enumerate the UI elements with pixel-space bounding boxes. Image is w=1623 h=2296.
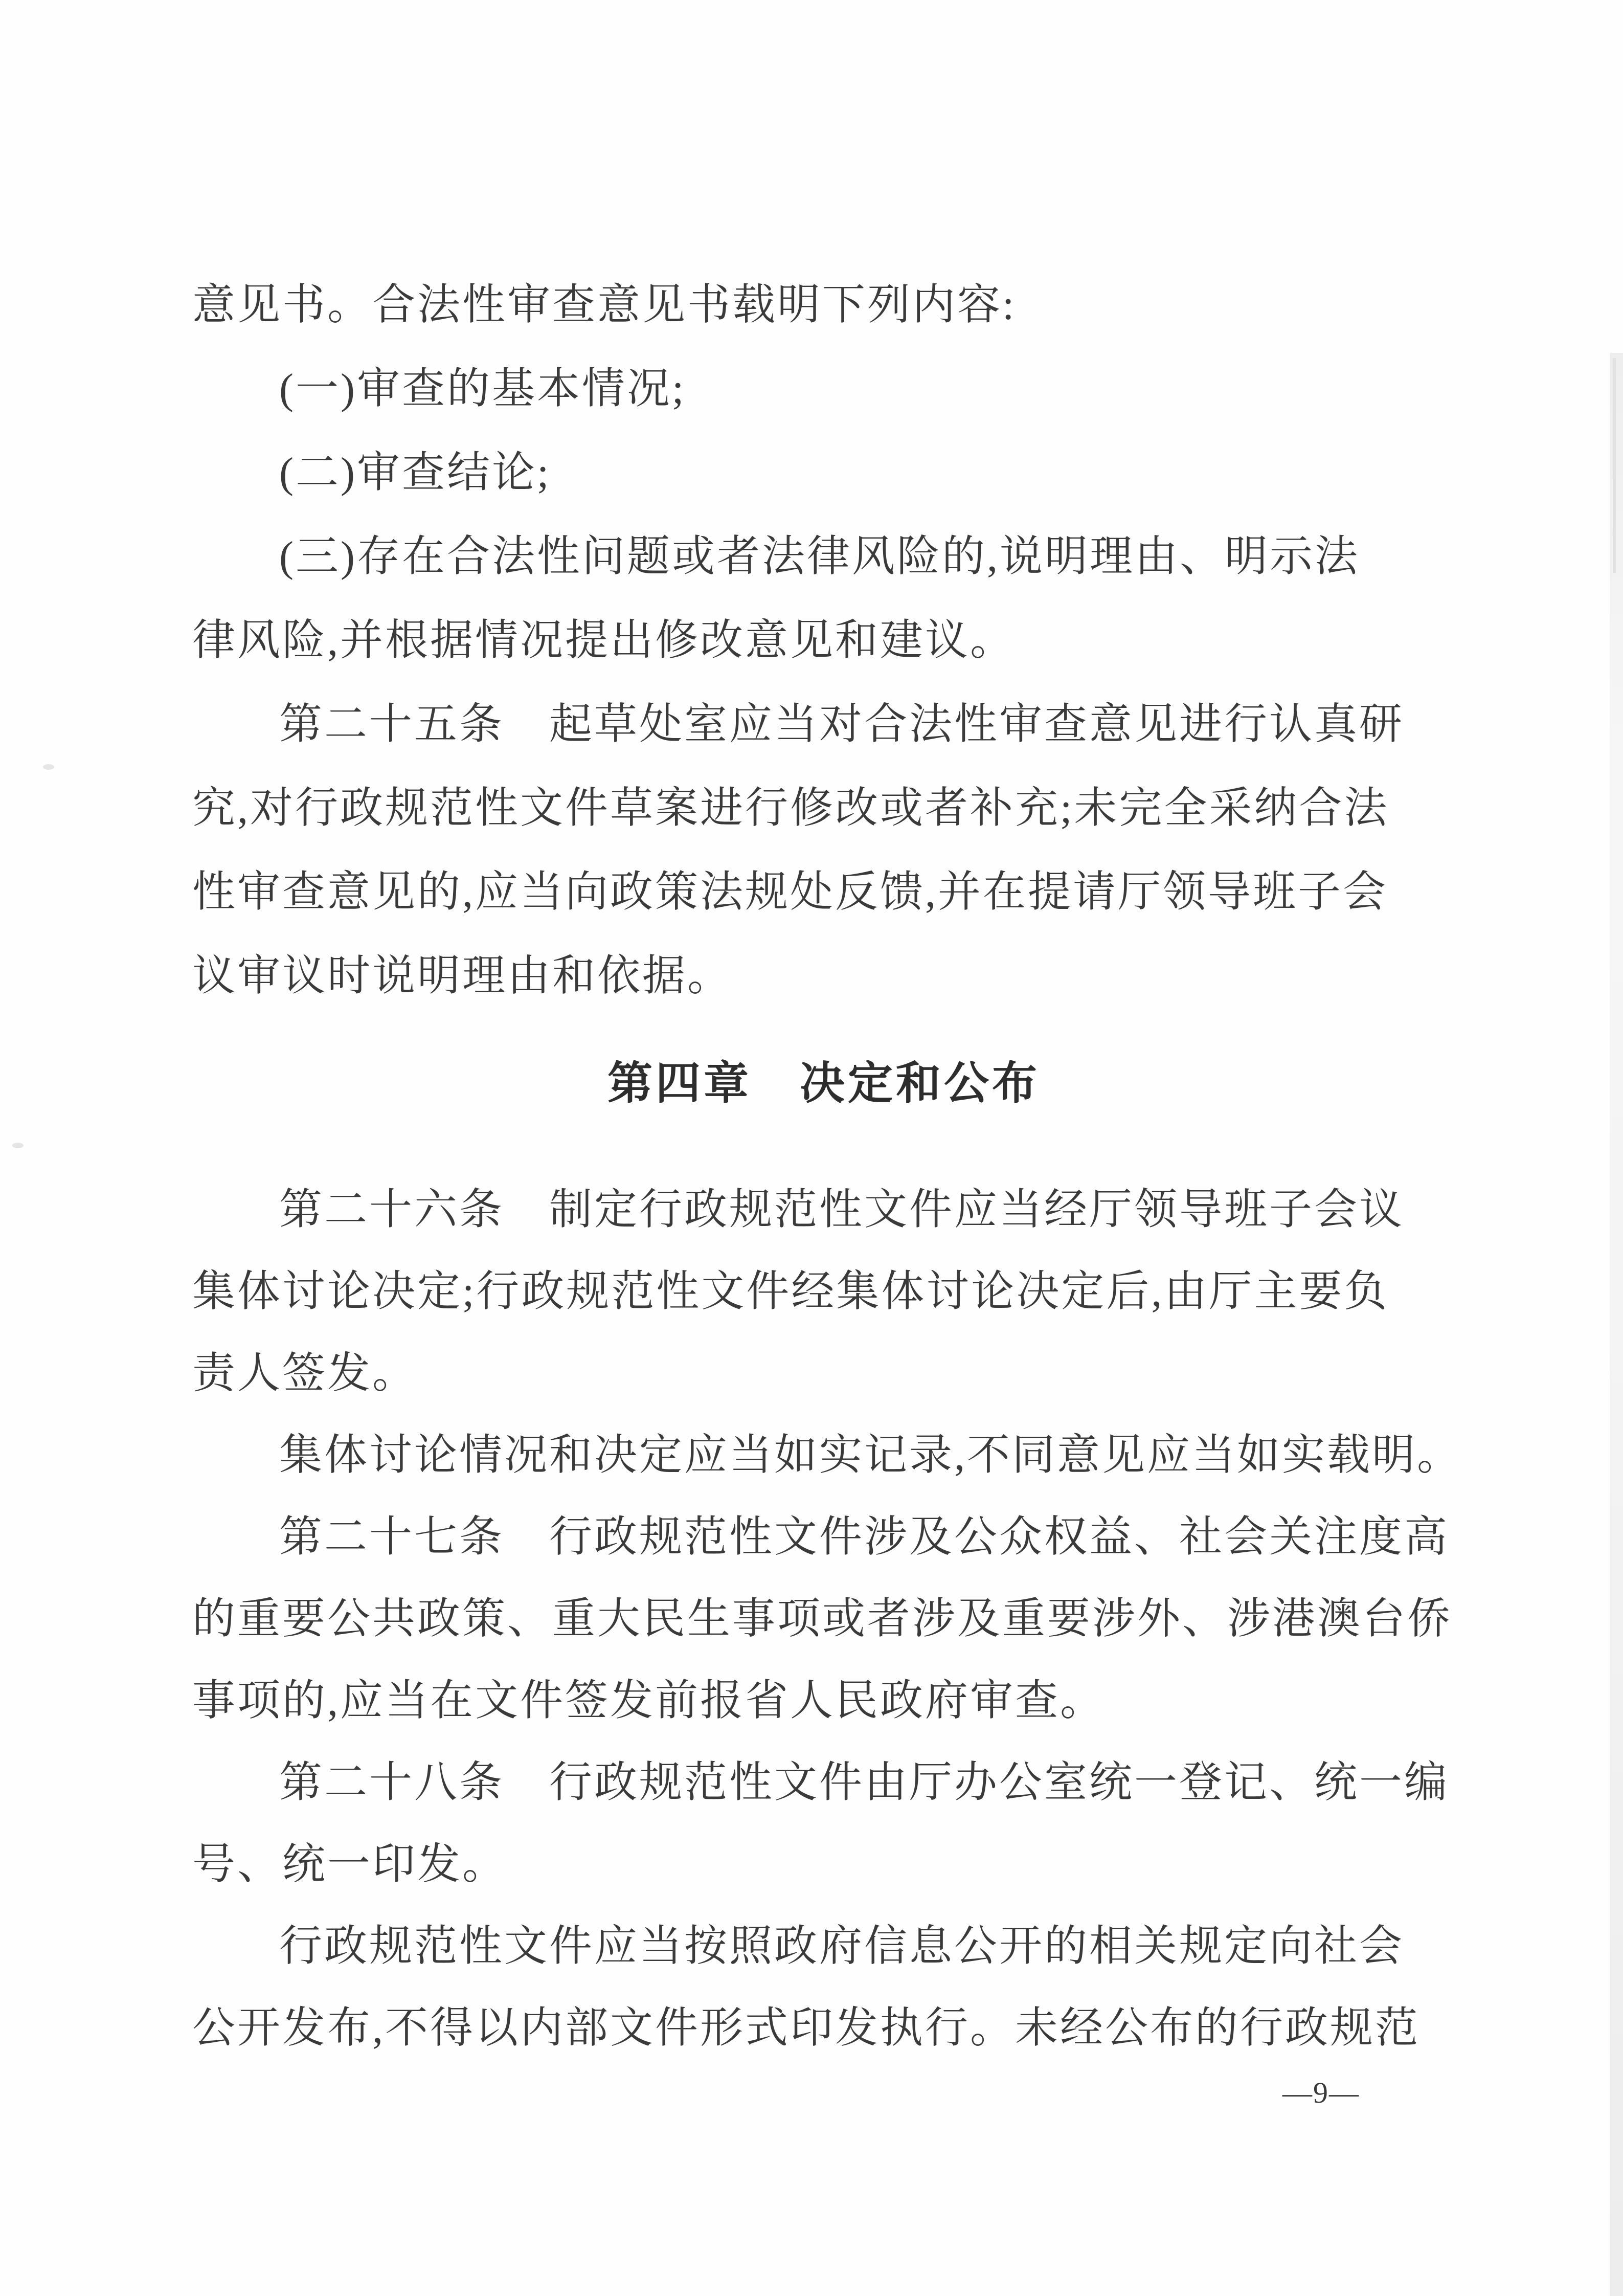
text-line: (三)存在合法性问题或者法律风险的,说明理由、明示法 [279,533,1360,581]
text-line: 公开发布,不得以内部文件形式印发执行。未经公布的行政规范 [192,2004,1421,2052]
text-line: 事项的,应当在文件签发前报省人民政府审查。 [192,1677,1106,1725]
page-number: —9— [1282,2076,1360,2109]
text-line: 性审查意见的,应当向政策法规处反馈,并在提请厅领导班子会 [192,868,1388,916]
scan-speck [12,1143,24,1148]
text-line: 责人签发。 [192,1350,418,1397]
text-line: 议审议时说明理由和依据。 [192,952,733,1000]
text-line: 的重要公共政策、重大民生事项或者涉及重要涉外、涉港澳台侨 [192,1595,1453,1643]
text-line: 第二十八条 行政规范性文件由厅办公室统一登记、统一编 [279,1759,1450,1807]
text-line: 律风险,并根据情况提出修改意见和建议。 [192,617,1016,664]
text-line: 集体讨论情况和决定应当如实记录,不同意见应当如实载明。 [279,1432,1462,1479]
text-line: 第二十六条 制定行政规范性文件应当经厅领导班子会议 [279,1186,1405,1234]
text-line: 行政规范性文件应当按照政府信息公开的相关规定向社会 [279,1923,1405,1970]
text-line: 究,对行政规范性文件草案进行修改或者补充;未完全采纳合法 [192,785,1389,832]
text-line: 集体讨论决定;行政规范性文件经集体讨论决定后,由厅主要负 [192,1268,1389,1316]
scan-speck [43,764,54,770]
text-line: 第二十七条 行政规范性文件涉及公众权益、社会关注度高 [279,1513,1450,1561]
scan-artifact-right-edge [1610,353,1623,2296]
chapter-heading: 第四章 决定和公布 [607,1058,1040,1108]
text-line: (一)审查的基本情况; [279,365,686,413]
text-line: 意见书。合法性审查意见书载明下列内容: [192,281,1017,329]
text-line: (二)审查结论; [279,449,551,497]
scan-artifact-right-edge-dark [1613,358,1616,573]
text-line: 号、统一印发。 [192,1841,508,1888]
text-line: 第二十五条 起草处室应当对合法性审查意见进行认真研 [279,701,1405,748]
